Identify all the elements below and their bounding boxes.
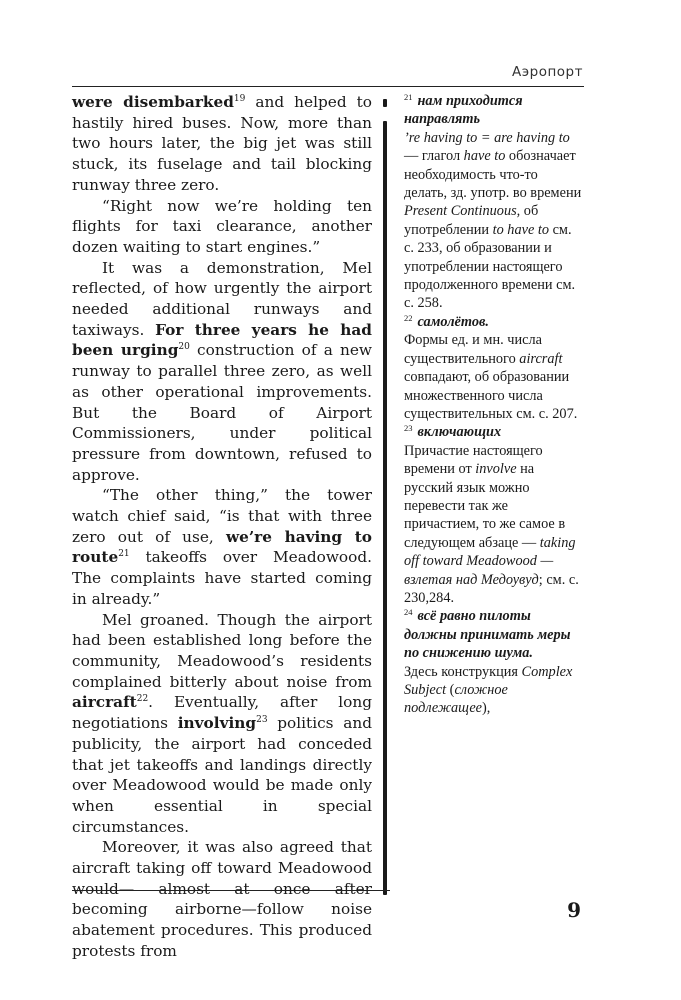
footnote-italic: to have to <box>492 221 549 238</box>
footnote-text: обозначает необходимость что-то делать, зд. употр. во времени <box>404 148 582 202</box>
glossed-phrase: For three years he had been urging <box>72 320 372 360</box>
footnote-italic: Complex Subject <box>404 663 573 698</box>
notes-column <box>404 92 584 718</box>
footnote-number: 22 <box>404 312 413 323</box>
footnote-ref: 22 <box>136 694 149 705</box>
footnote-text: Формы ед. и мн. числа существительного <box>404 332 542 367</box>
paragraph <box>72 485 372 609</box>
footnote <box>404 92 584 313</box>
footnote-text: — глагол <box>404 148 464 165</box>
footnote-title: всё равно пилоты должны принимать меры по снижению шума. <box>404 608 571 662</box>
footnote-ref: 20 <box>178 342 190 353</box>
footnote-text: ( <box>446 682 455 698</box>
footnote-ref: 23 <box>256 715 268 726</box>
footnote-ref: 21 <box>118 549 130 560</box>
text-run: Moreover, it was also agreed that aircraft taking off toward Meadowood would— almost at once after becoming airborne—follow noise abatement procedures. This produced protests from <box>72 838 372 960</box>
footnote <box>404 607 584 717</box>
footnote-italic: aircraft <box>519 350 563 367</box>
footnote-title: нам приходится направлять <box>404 93 523 128</box>
footnote <box>404 423 584 607</box>
footnote-italic: have to <box>463 148 506 165</box>
text-run: and helped to hastily hired buses. Now, more than two hours later, the big jet was still stuck, its fuselage and tail blocking runway three zero. <box>72 93 372 194</box>
column-divider <box>383 95 387 895</box>
footnote-number: 21 <box>404 92 413 102</box>
footnote-text: совпадают, об образовании множественного числа существительных см. с. 207. <box>404 369 578 422</box>
paragraph <box>72 196 372 258</box>
footnote-title: самолётов. <box>417 313 489 330</box>
text-run: construction of a new runway to parallel three zero, as well as other operational improvements. But the Board of Airport Commissioners, under political pressure from downtown, refused to approve. <box>72 341 372 484</box>
footnote-text: ; см. с. 230,284. <box>404 571 579 606</box>
footnote-number: 24 <box>404 607 413 618</box>
footnote-italic: ’re having to = are having to <box>404 129 570 146</box>
footnote-title: включающих <box>417 424 502 441</box>
footer-rule <box>72 890 390 891</box>
running-header: Аэропорт <box>512 64 583 80</box>
footnote-number: 23 <box>404 423 413 434</box>
footnote-ref: 19 <box>233 94 246 104</box>
glossed-phrase: aircraft <box>72 693 137 712</box>
footnote-italic: сложное подлежащее <box>404 682 508 717</box>
footnote-italic: taking off toward Meadowood — взлетая над Медоувуд <box>404 534 576 588</box>
footnote-text: Здесь конструкция <box>404 663 522 680</box>
text-run: Mel groaned. Though the airport had been established long before the community, Meadowood’s residents complained bitterly about noise from <box>72 610 372 691</box>
page-number: 9 <box>567 898 581 922</box>
glossed-phrase: involving <box>177 714 257 733</box>
main-text-column <box>72 92 372 962</box>
text-run: “The other thing,” the tower watch chief said, “is that with three zero out of use, <box>72 486 372 546</box>
paragraph <box>72 258 372 486</box>
text-run: It was a demonstration, Mel reflected, of how urgently the airport needed additional runways and taxiways. <box>72 258 372 339</box>
divider-bar <box>383 121 387 895</box>
footnote <box>404 313 584 423</box>
text-run: “Right now we’re holding ten flights for taxi clearance, another dozen waiting to start engines.” <box>72 196 372 256</box>
footnote-text: на русский язык можно перевести так же причастием, то же самое в следующем абзаце — <box>404 461 566 551</box>
footnote-text: об употреблении <box>404 203 539 238</box>
footnote-text: ), <box>482 700 491 717</box>
glossed-phrase: we’re having to route <box>72 527 372 567</box>
divider-dot <box>383 99 387 107</box>
glossed-phrase: were disembarked <box>72 93 234 111</box>
paragraph <box>72 610 372 838</box>
text-run: politics and publicity, the airport had conceded that jet takeoffs and landings directly over Meadowood would be made only when essential in special circumstances. <box>72 714 372 836</box>
footnote-text: см. с. 233, об образовании и употреблении настоящего продолженного времени см. с. 258. <box>404 221 576 312</box>
footnote-text: Причастие настоящего времени от <box>404 442 543 478</box>
footnote-italic: involve <box>475 461 517 478</box>
header-rule <box>72 86 584 87</box>
paragraph <box>72 92 372 196</box>
paragraph <box>72 837 372 961</box>
text-run: . Eventually, after long negotiations <box>72 693 372 733</box>
footnote-italic: Present Continuous, <box>404 203 521 220</box>
text-run: takeoffs over Meadowood. The complaints have started coming in already.” <box>72 548 372 608</box>
